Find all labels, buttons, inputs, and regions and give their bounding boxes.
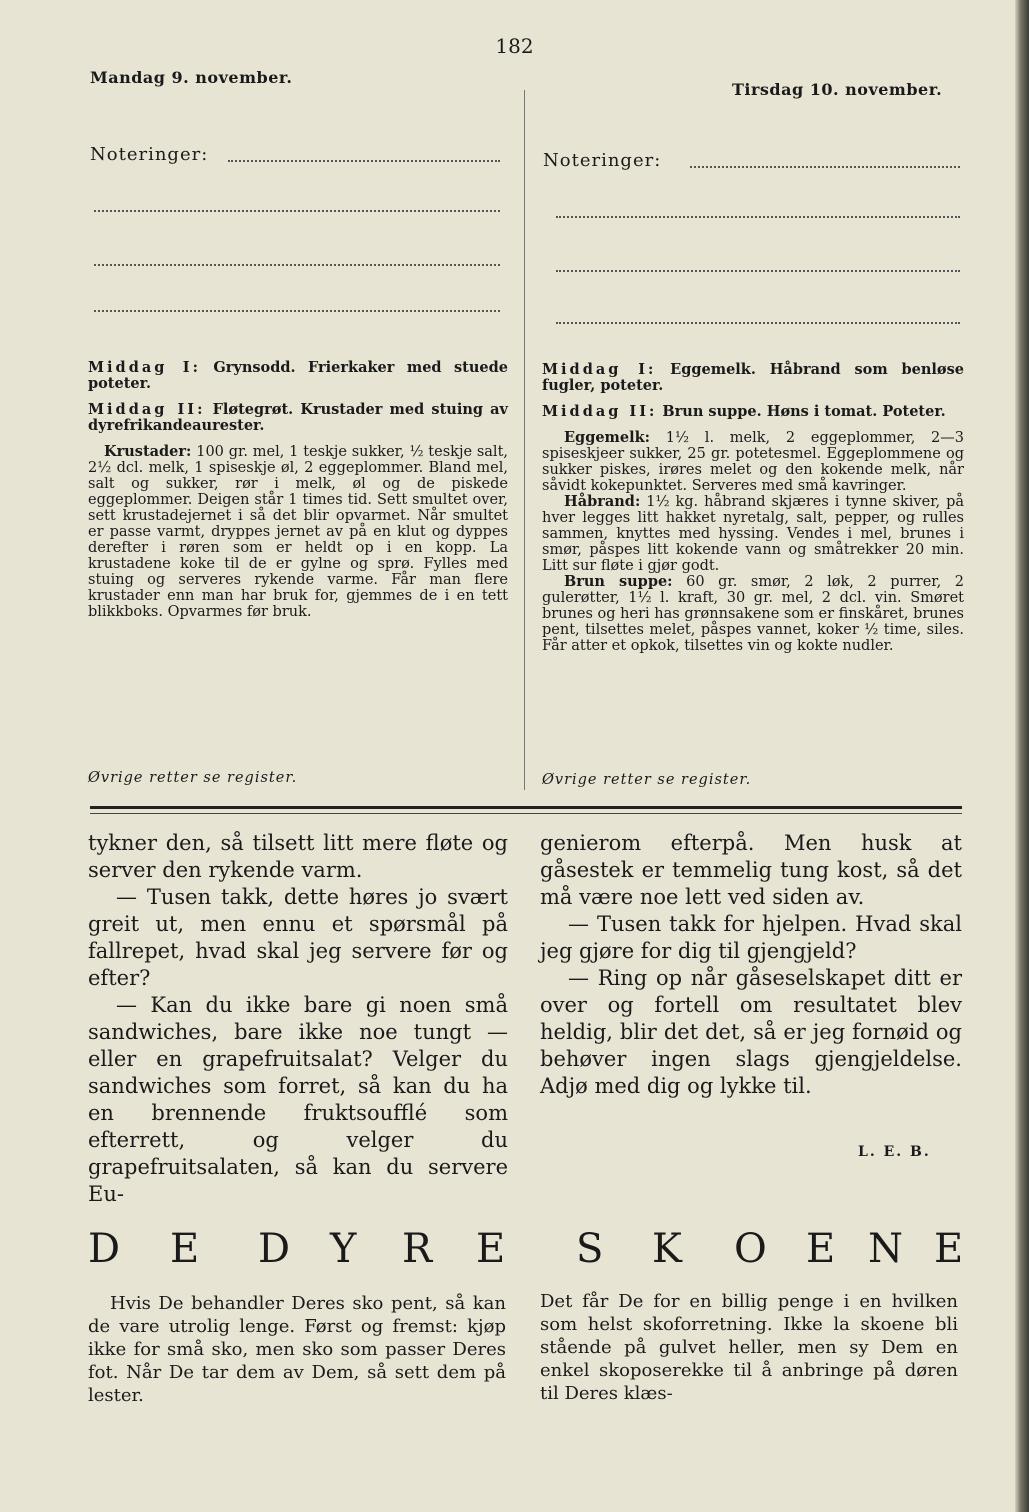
menu-label: Middag II: [88,401,206,418]
right-notes-line [690,166,960,168]
right-notes-label: Noteringer: [543,150,662,171]
right-menu-footer: Øvrige retter se register. [542,772,752,788]
right-notes-line [556,270,960,272]
article-left-column [88,830,508,1208]
left-notes-line [94,210,500,212]
left-notes-line [94,310,500,312]
recipe-label: Krustader: [104,443,192,460]
recipe-text: 100 gr. mel, 1 teskje sukker, ½ teskje salt, 2½ dcl. melk, 1 spiseskje øl, 2 eggeplommer. Bland mel, salt og sukker, rør i melk, øl og de piskede eggeplommer. Deigen står 1 times tid. Sett smultet over, sett krustadejernet i så det blir opvarmet. Når smultet er passe varmt, dryppes jernet av på en klut og dyppes derefter i røren som er heldt op i en kopp. La krustadene koke til de er gylne og sprø. Fylles med stuing og serveres rykende varme. Får man flere krustader enn man har bruk for, gjemmes de i en tett blikkboks. Opvarmes før bruk. [88,444,509,620]
section-rule [90,806,962,814]
recipe-label: Brun suppe: [564,573,673,590]
recipe-text: 60 gr. smør, 2 løk, 2 purrer, 2 gulerøtter, 1½ l. kraft, 30 gr. mel, 2 dcl. vin. Smøret brunes og heri has grønnsakene som er finskåret, brunes pent, tilsettes melet, påspes vannet, koker ½ time, siles. Får atter et opkok, tilsettes vin og kokte nudler. [542,574,965,654]
headline-letter: D [88,1226,122,1272]
headline-letter: E [170,1226,201,1272]
signature: L. E. B. [858,1144,931,1160]
menu-text: Grynsodd. Frierkaker med stuede poteter. [88,359,508,392]
recipe-label: Håbrand: [564,493,641,510]
right-notes-line [556,322,960,324]
column-divider [524,90,525,790]
headline-letter: S [576,1226,605,1272]
headline-letter: R [402,1226,434,1272]
left-day-title: Mandag 9. november. [90,68,293,87]
headline-letter: E [806,1226,837,1272]
menu-label: Middag II: [542,403,658,420]
headline-letter: K [652,1226,683,1272]
recipe-text: 1½ kg. håbrand skjæres i tynne skiver, på hver legges litt hakket nyretalg, salt, pepper, og rulles sammen, knyttes med hyssing. Vendes i mel, brunes i smør, påspes litt kokende vann og småtrekker 20 min. Litt sur fløte i gjør godt. [542,494,965,574]
article-paragraph: — Ring op når gåseselskapet ditt er over og fortell om resultatet blev heldig, blir det det, så er jeg fornøid og behøver ingen slags gjengjeldelse. Adjø med dig og lykke til. [540,966,962,1098]
headline-letter: E [476,1226,507,1272]
left-menu [88,360,508,620]
recipe-text: 1½ l. melk, 2 eggeplommer, 2—3 spiseskjeer sukker, 25 gr. potetesmel. Eggeplommene og sukker piskes, irøres melet og den kokende melk, når såvidt kokepunktet. Serveres med små kavringer. [542,430,964,494]
article-paragraph: — Kan du ikke bare gi noen små sandwiches, bare ikke noe tungt — eller en grapefruitsalat? Velger du sandwiches som forret, så kan du ha en brennende fruktsoufflé som efterrett, og velger du grapefruitsalaten, så kan du servere Eu- [88,993,508,1206]
left-notes-line [94,264,500,266]
headline-letter: D [258,1226,292,1272]
headline-letter: Y [330,1226,358,1272]
article-paragraph: — Tusen takk for hjelpen. Hvad skal jeg gjøre for dig til gjengjeld? [540,912,962,963]
menu-text: Fløtegrøt. Krustader med stuing av dyrefrikandeaurester. [88,401,508,434]
article-paragraph: — Tusen takk, dette høres jo svært greit ut, men ennu et spørsmål på fallrepet, hvad skal jeg servere før og efter? [88,885,508,990]
recipe-label: Eggemelk: [564,429,651,446]
page-number: 182 [495,34,534,58]
left-notes-line [228,160,500,162]
menu-text: Brun suppe. Høns i tomat. Poteter. [662,403,946,420]
shoes-left-column [88,1292,506,1407]
article-right-column [540,830,962,1100]
right-day-title: Tirsdag 10. november. [732,80,943,99]
article-paragraph: Hvis De behandler Deres sko pent, så kan de vare utrolig lenge. Først og fremst: kjøp ikke for små sko, men sko som passer Deres fot. Når De tar dem av Dem, så sett dem på lester. [88,1293,506,1406]
menu-label: Middag I: [542,361,657,378]
headline-letter: E [934,1226,965,1272]
article-paragraph: Det får De for en billig penge i en hvilken som helst skoforretning. Ikke la skoene bli stående på gulvet heller, men sy Dem en enkel skoposerekke til å anbringe på døren til Deres klæs- [540,1291,958,1404]
left-notes-label: Noteringer: [90,144,209,165]
page-edge [1015,0,1029,1512]
menu-text: Eggemelk. Håbrand som benløse fugler, poteter. [542,361,964,394]
right-notes-line [556,216,960,218]
headline-letter: O [734,1226,768,1272]
headline-letter: N [868,1226,904,1272]
menu-label: Middag I: [88,359,201,376]
article-paragraph: genierom efterpå. Men husk at gåsestek er temmelig tung kost, så det må være noe lett ved siden av. [540,831,962,909]
right-menu [542,362,964,654]
left-menu-footer: Øvrige retter se register. [88,770,298,786]
article-paragraph: tykner den, så tilsett litt mere fløte og server den rykende varm. [88,831,508,882]
shoes-right-column [540,1290,958,1405]
